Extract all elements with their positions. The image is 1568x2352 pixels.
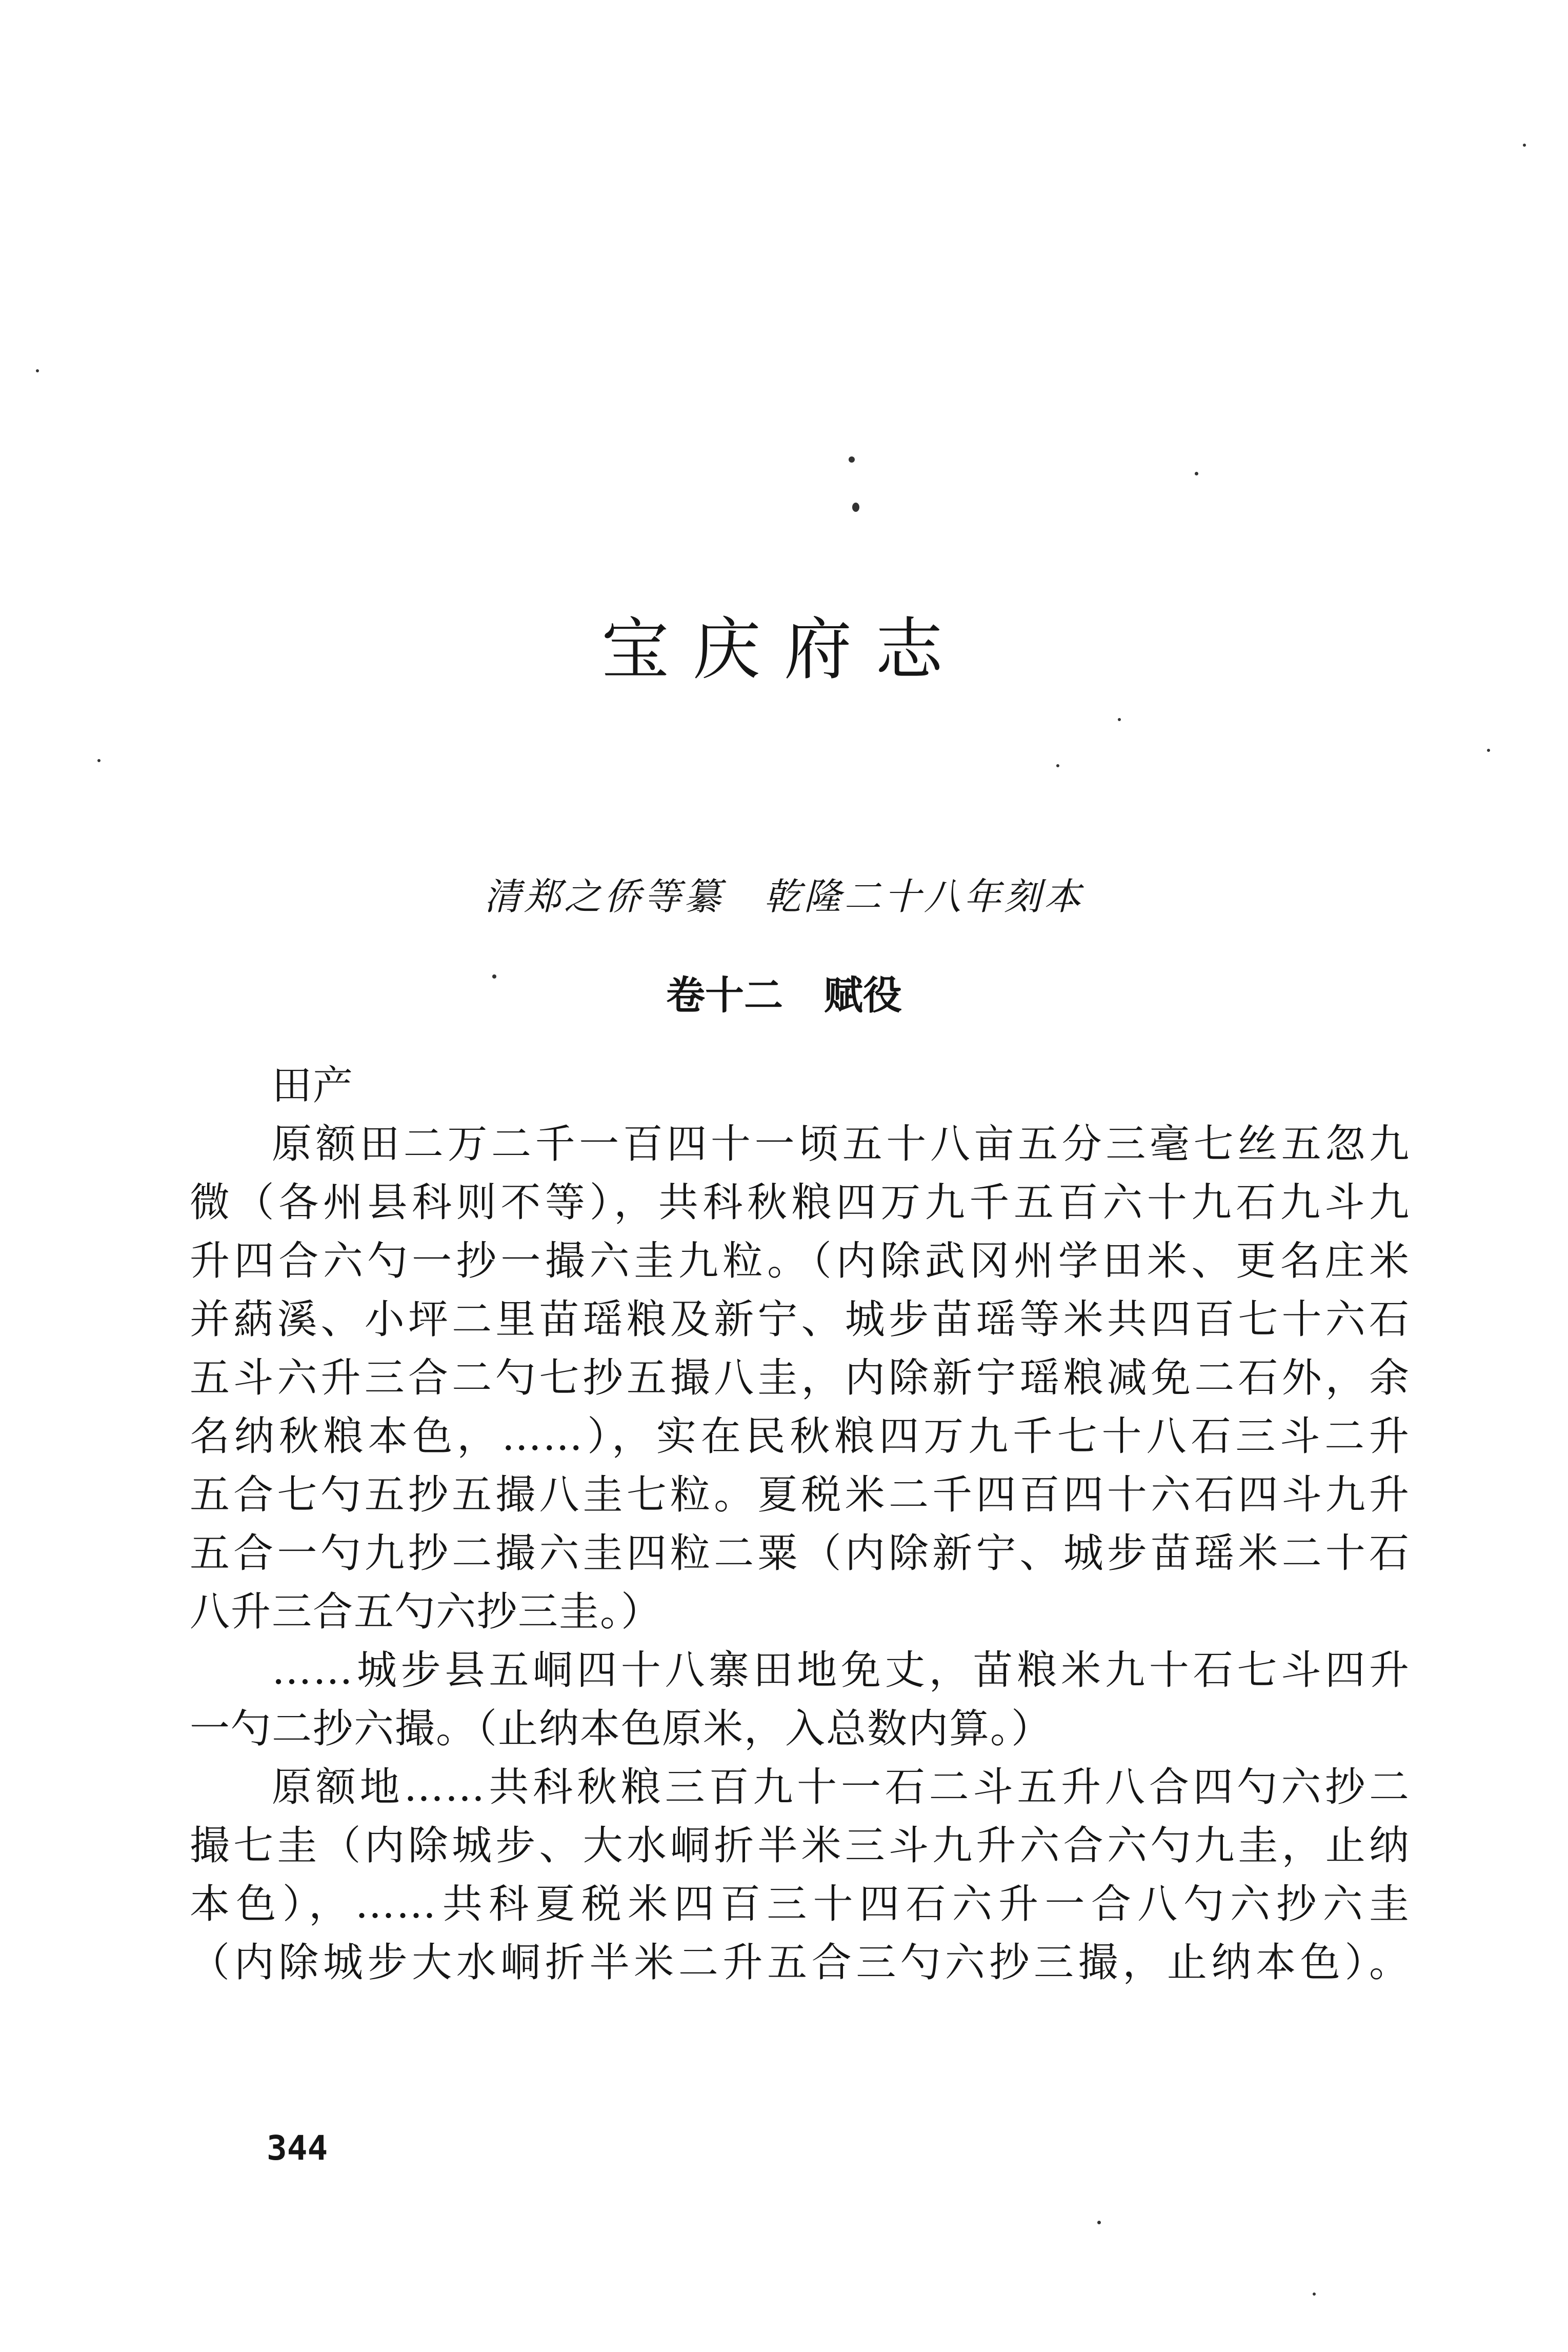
text-line: 名纳秋粮本色，……），实在民秋粮四万九千七十八石三斗二升	[190, 1413, 1410, 1460]
page-number: 344	[267, 2128, 328, 2168]
scan-speck	[97, 759, 100, 762]
text-line: 并蒳溪、小坪二里苗瑶粮及新宁、城步苗瑶等米共四百七十六石	[190, 1297, 1410, 1343]
scan-speck	[1487, 749, 1490, 752]
chapter-section: 赋役	[824, 972, 902, 1018]
text-line: 本色），……共科夏税米四百三十四石六升一合八勺六抄六圭	[190, 1881, 1410, 1927]
body-text	[190, 1057, 1410, 1992]
text-line: 撮七圭（内除城步、大水峒折半米三斗九升六合六勺九圭，止纳	[190, 1823, 1410, 1869]
text-line: 微（各州县科则不等），共科秋粮四万九千五百六十九石九斗九	[190, 1180, 1410, 1226]
text-line: ……城步县五峒四十八寨田地免丈，苗粮米九十石七斗四升	[272, 1647, 1410, 1693]
text-line: 一勺二抄六撮。（止纳本色原米，入总数内算。）	[190, 1706, 1053, 1752]
chapter-volume: 卷十二	[666, 972, 783, 1018]
scan-speck	[1195, 472, 1198, 475]
text-line: （内除城步大水峒折半米二升五合三勺六抄三撮，止纳本色）。	[190, 1940, 1410, 1986]
text-line: 八升三合五勺六抄三圭。）	[190, 1589, 662, 1635]
section-heading-fields: 田产	[272, 1063, 354, 1109]
text-line: 五合一勺九抄二撮六圭四粒二粟（内除新宁、城步苗瑶米二十石	[190, 1530, 1410, 1577]
scan-speck	[852, 503, 859, 512]
text-line: 升四合六勺一抄一撮六圭九粒。（内除武冈州学田米、更名庄米	[190, 1238, 1410, 1284]
scan-speck	[1313, 2293, 1316, 2296]
scan-speck	[1118, 718, 1121, 721]
scan-speck	[1523, 144, 1526, 147]
text-line: 五斗六升三合二勺七抄五撮八圭，内除新宁瑶粮减免二石外，余	[190, 1355, 1410, 1401]
scan-speck	[1056, 764, 1059, 767]
chapter-heading	[0, 964, 1568, 1020]
text-line: 五合七勺五抄五撮八圭七粒。夏税米二千四百四十六石四斗九升	[190, 1472, 1410, 1518]
scan-speck	[492, 974, 496, 979]
scan-speck	[1097, 2221, 1101, 2224]
text-line: 原额地……共科秋粮三百九十一石二斗五升八合四勺六抄二	[272, 1764, 1410, 1810]
text-line: 原额田二万二千一百四十一顷五十八亩五分三毫七丝五忽九	[272, 1121, 1410, 1167]
scan-speck	[849, 456, 855, 463]
document-title: 宝庆府志	[601, 610, 967, 689]
document-subtitle: 清郑之侨等纂 乾隆二十八年刻本	[484, 875, 1084, 918]
scan-speck	[36, 369, 39, 372]
